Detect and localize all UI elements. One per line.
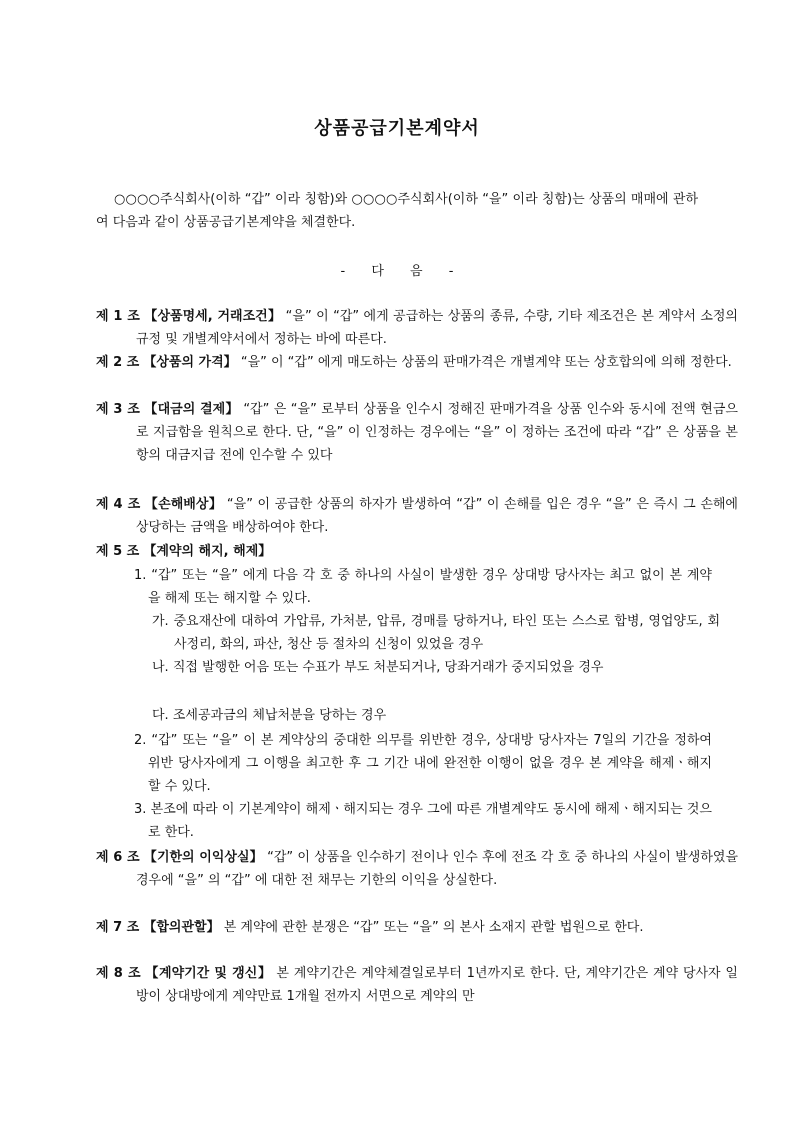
article-7-label: 제 7 조 xyxy=(96,920,140,935)
article-5-heading: 【계약의 해지, 해제】 xyxy=(143,544,272,559)
article-7-heading: 【합의관할】 xyxy=(143,920,220,935)
item-number: 2. xyxy=(134,733,147,748)
article-5-label: 제 5 조 xyxy=(96,544,140,559)
item-text: 본조에 따라 이 기본계약이 해제ㆍ해지되는 경우 그에 따른 개별계약도 동시에 해제ㆍ해지되는 것으로 한다. xyxy=(148,802,712,840)
item-text: 조세공과금의 체납처분을 당하는 경우 xyxy=(172,708,387,723)
article-2-body: “을” 이 “갑” 에게 매도하는 상품의 판매가격은 개별계약 또는 상호합의에 의해 정한다. xyxy=(240,355,732,370)
article-1-label: 제 1 조 xyxy=(96,309,140,324)
item-number: 1. xyxy=(134,568,147,583)
intro-paragraph: ○○○○주식회사(이하 “갑” 이라 칭함)와 ○○○○주식회사(이하 “을” 이라 칭함)는 상품의 매매에 관하여 다음과 같이 상품공급기본계약을 체결한다. xyxy=(96,192,698,230)
article-4-heading: 【손해배상】 xyxy=(144,497,223,512)
article-7-body: 본 계약에 관한 분쟁은 “갑” 또는 “을” 의 본사 소재지 관할 법원으로 한다. xyxy=(223,920,644,935)
article-5 xyxy=(96,540,738,563)
item-text: “갑” 또는 “을” 에게 다음 각 호 중 하나의 사실이 발생한 경우 상대방 당사자는 최고 없이 본 계약을 해제 또는 해지할 수 있다. xyxy=(148,568,712,606)
article-2 xyxy=(96,351,738,374)
item-number: 3. xyxy=(134,802,147,817)
article-3-body: “갑” 은 “을” 로부터 상품을 인수시 정해진 판매가격을 상품 인수와 동시에 전액 현금으로 지급함을 원칙으로 한다. 단, “을” 이 인정하는 경우에는 “을” 이 정하는 조건에 따라 “갑” 은 상품을 본 항의 대금지급 전에 인수할 수 있다 xyxy=(136,402,738,463)
article-4 xyxy=(96,493,738,539)
article-5-subitem-ga xyxy=(152,610,720,656)
article-3-heading: 【대금의 결제】 xyxy=(144,402,239,417)
da-eum-heading: - 다 음 - xyxy=(340,264,454,279)
article-1-body: “을” 이 “갑” 에게 공급하는 상품의 종류, 수량, 기타 제조건은 본 계약서 소정의 규정 및 개별계약서에서 정하는 바에 따른다. xyxy=(136,309,738,347)
article-6-body: “갑” 이 상품을 인수하기 전이나 인수 후에 전조 각 호 중 하나의 사실이 발생하였을 경우에 “을” 의 “갑” 에 대한 전 채무는 기한의 이익을 상실한다. xyxy=(136,850,739,888)
article-8-heading: 【계약기간 및 갱신】 xyxy=(145,966,272,981)
article-8-body: 본 계약기간은 계약체결일로부터 1년까지로 한다. 단, 계약기간은 계약 당사자 일방이 상대방에게 계약만료 1개월 전까지 서면으로 계약의 만 xyxy=(136,966,738,1004)
article-5-item-1 xyxy=(134,564,712,610)
article-8 xyxy=(96,962,738,1008)
item-number: 나. xyxy=(152,660,169,675)
article-6-label: 제 6 조 xyxy=(96,850,140,865)
item-text: “갑” 또는 “을” 이 본 계약상의 중대한 의무를 위반한 경우, 상대방 당사자는 7일의 기간을 정하여 위반 당사자에게 그 이행을 최고한 후 그 기간 내에 완전한 이행이 없을 경우 본 계약을 해제ㆍ해지할 수 있다. xyxy=(148,733,712,794)
document-title: 상품공급기본계약서 xyxy=(314,118,480,139)
article-5-item-2 xyxy=(134,729,712,798)
article-6-heading: 【기한의 이익상실】 xyxy=(143,850,263,865)
article-5-subitem-da xyxy=(152,704,720,727)
item-number: 가. xyxy=(152,614,169,629)
article-8-label: 제 8 조 xyxy=(96,966,141,981)
item-number: 다. xyxy=(152,708,169,723)
article-4-label: 제 4 조 xyxy=(96,497,141,512)
item-text: 중요재산에 대하여 가압류, 가처분, 압류, 경매를 당하거나, 타인 또는 스스로 합병, 영업양도, 회사정리, 화의, 파산, 청산 등 절차의 신청이 있었을 경우 xyxy=(173,614,720,652)
article-6 xyxy=(96,846,738,892)
article-1 xyxy=(96,305,738,351)
item-text: 직접 발행한 어음 또는 수표가 부도 처분되거나, 당좌거래가 중지되었을 경우 xyxy=(172,660,604,675)
article-2-heading: 【상품의 가격】 xyxy=(143,355,237,370)
article-5-subitem-na xyxy=(152,656,720,679)
article-3-label: 제 3 조 xyxy=(96,402,140,417)
article-3 xyxy=(96,398,738,467)
article-1-heading: 【상품명세, 거래조건】 xyxy=(144,309,282,324)
article-2-label: 제 2 조 xyxy=(96,355,140,370)
article-5-item-3 xyxy=(134,798,712,844)
article-7 xyxy=(96,916,738,939)
article-4-body: “을” 이 공급한 상품의 하자가 발생하여 “갑” 이 손해를 입은 경우 “을” 은 즉시 그 손해에 상당하는 금액을 배상하여야 한다. xyxy=(136,497,738,535)
